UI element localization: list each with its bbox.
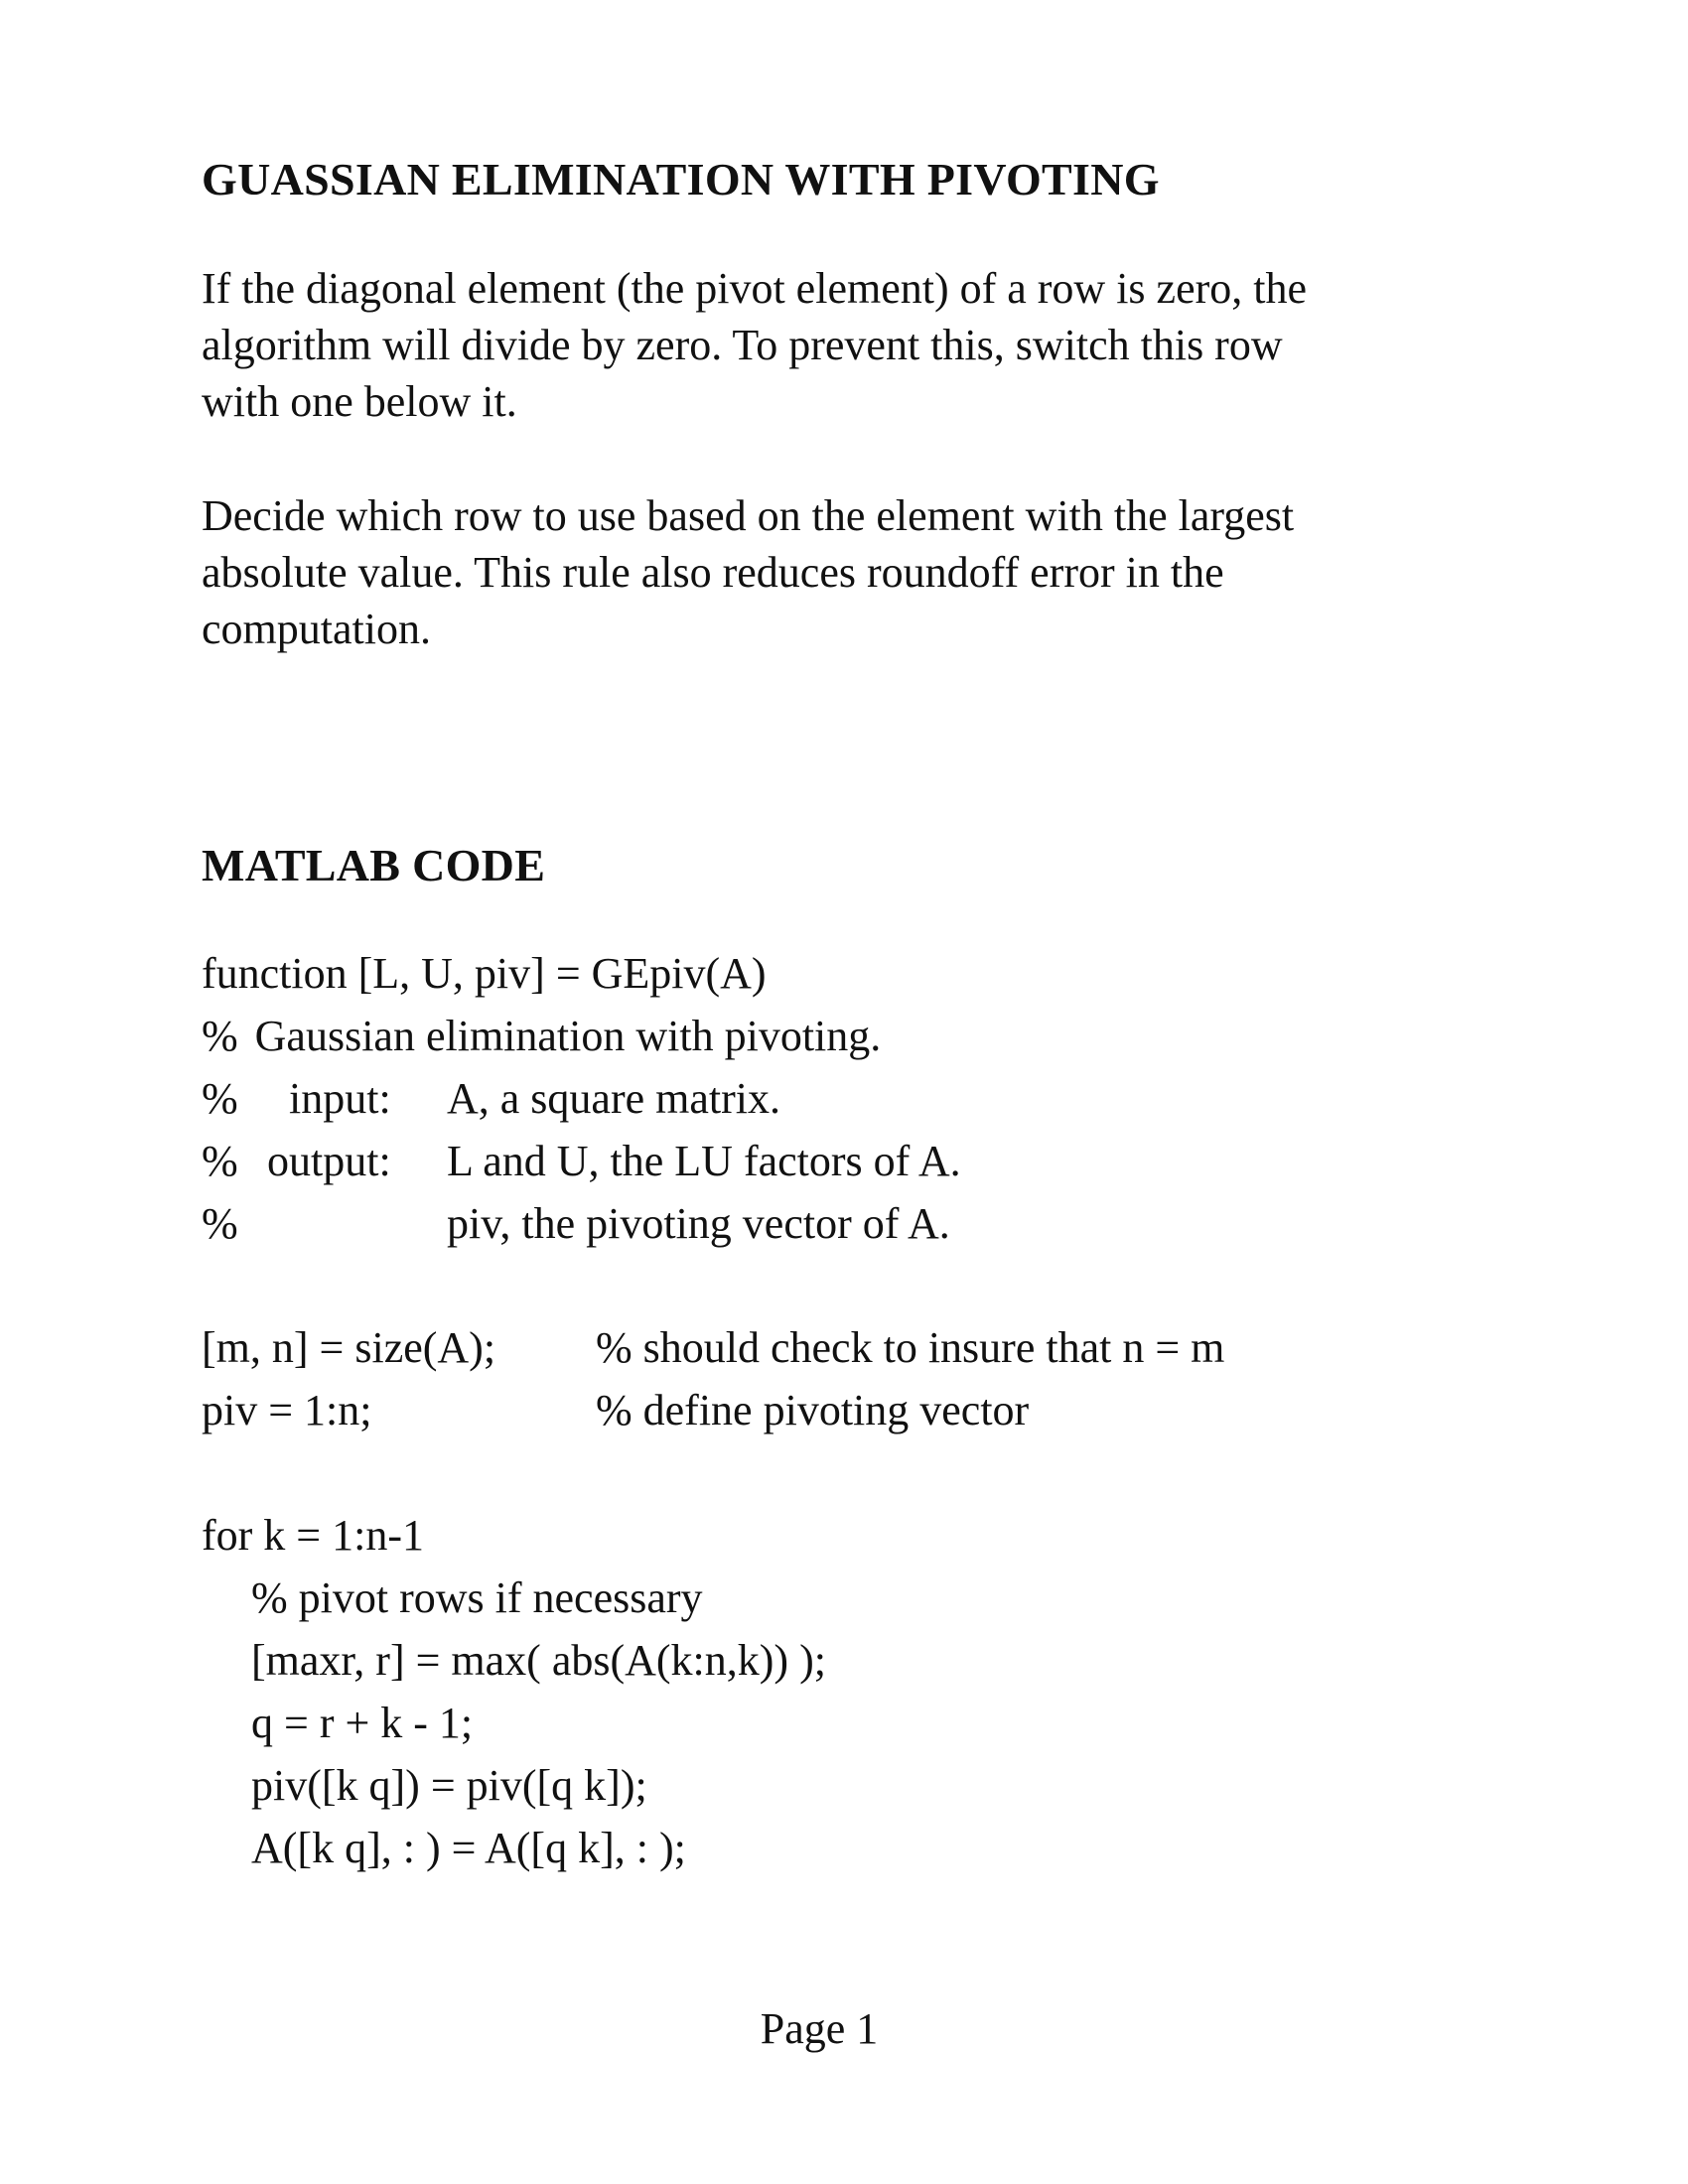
paragraph-line: absolute value. This rule also reduces roundoff error in the	[202, 548, 1224, 597]
paragraph-line: algorithm will divide by zero. To prevent this, switch this row	[202, 321, 1283, 369]
comment-label: output:	[267, 1137, 391, 1185]
code-statement: piv = 1:n;	[202, 1386, 372, 1434]
comment-label: input:	[289, 1074, 391, 1123]
paragraph-line: If the diagonal element (the pivot element) of a row is zero, the	[202, 264, 1308, 313]
code-comment: % should check to insure that n = m	[596, 1323, 1225, 1372]
paragraph-line: with one below it.	[202, 377, 517, 426]
loop-body-line: % pivot rows if necessary	[251, 1573, 703, 1622]
comment-mark: %	[202, 1012, 238, 1060]
page-number: Page 1	[760, 2004, 879, 2053]
loop-body-line: A([k q], : ) = A([q k], : );	[251, 1824, 686, 1872]
comment-value: L and U, the LU factors of A.	[447, 1137, 961, 1185]
comment-mark: %	[202, 1137, 238, 1185]
code-heading: MATLAB CODE	[202, 840, 546, 890]
code-statement: [m, n] = size(A);	[202, 1323, 496, 1372]
comment-text: Gaussian elimination with pivoting.	[254, 1012, 882, 1060]
loop-body-line: piv([k q]) = piv([q k]);	[251, 1761, 647, 1810]
page-title: GUASSIAN ELIMINATION WITH PIVOTING	[202, 154, 1160, 205]
comment-mark: %	[202, 1199, 238, 1248]
intro-paragraph	[202, 260, 1492, 430]
paragraph-line: computation.	[202, 605, 431, 653]
comment-value: A, a square matrix.	[447, 1074, 780, 1123]
pivot-rule-paragraph	[202, 487, 1492, 657]
comment-value: piv, the pivoting vector of A.	[447, 1199, 950, 1248]
comment-line	[202, 1012, 882, 1060]
loop-header: for k = 1:n-1	[202, 1511, 424, 1560]
loop-body-line: [maxr, r] = max( abs(A(k:n,k)) );	[251, 1636, 826, 1685]
paragraph-line: Decide which row to use based on the element with the largest	[202, 491, 1295, 540]
function-signature: function [L, U, piv] = GEpiv(A)	[202, 949, 767, 998]
loop-body-line: q = r + k - 1;	[251, 1699, 474, 1747]
comment-mark: %	[202, 1074, 238, 1123]
code-comment: % define pivoting vector	[596, 1386, 1030, 1434]
